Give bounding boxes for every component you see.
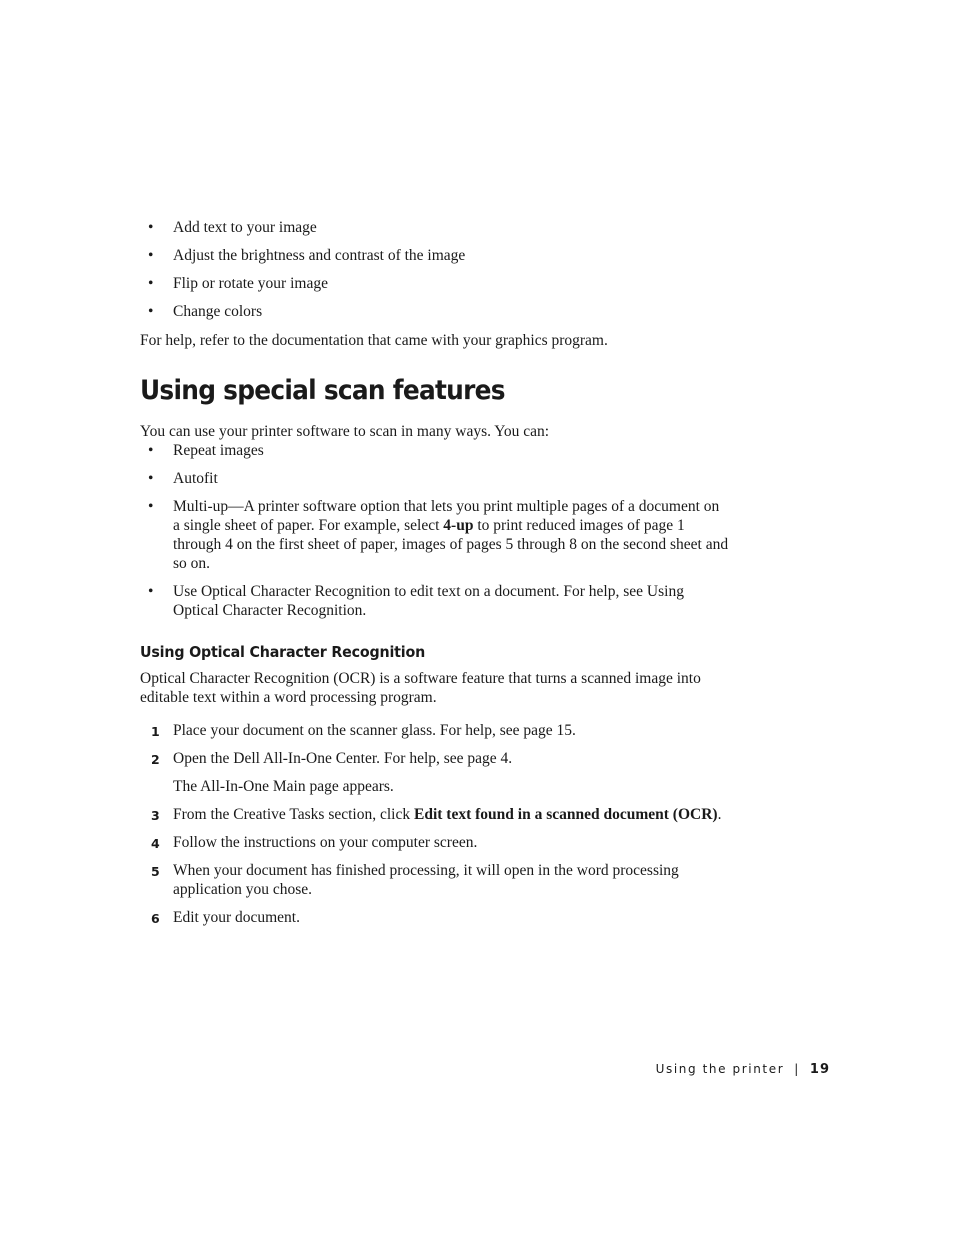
- step-number: 6: [151, 911, 160, 926]
- step-item: [140, 805, 730, 824]
- list-item: • Flip or rotate your image: [140, 274, 730, 293]
- ocr-steps-continued: [140, 805, 730, 927]
- image-edit-list: [140, 218, 730, 321]
- step-text: .: [717, 806, 722, 823]
- page-footer: [656, 1062, 830, 1077]
- list-item: • Repeat images: [140, 441, 730, 460]
- list-item: • Use Optical Character Recognition to edit text on a document. For help, see Using Optical Character Recognition.: [140, 582, 730, 620]
- step-number: 1: [151, 724, 160, 739]
- step-number: 5: [151, 864, 160, 879]
- step-item: [140, 721, 730, 740]
- step-bold-text: Edit text found in a scanned document (OCR): [413, 806, 718, 823]
- item-text: Multi-up—A printer software option that lets you print multiple pages of a document on a single sheet of paper. For example, select: [173, 498, 720, 534]
- list-item: • Adjust the brightness and contrast of the image: [140, 246, 730, 265]
- step-number: 3: [151, 808, 160, 823]
- list-item: • Change colors: [140, 302, 730, 321]
- footer-separator: |: [794, 1062, 800, 1076]
- scan-features-list: [140, 441, 730, 620]
- item-bold-text: 4-up: [443, 517, 474, 534]
- subsection-heading: Using Optical Character Recognition: [140, 643, 426, 661]
- page-number: 19: [809, 1062, 830, 1077]
- page-content: [140, 218, 730, 936]
- section-intro: You can use your printer software to scan in many ways. You can:: [140, 423, 550, 440]
- step-text: Edit your document.: [173, 909, 300, 926]
- step-item: [140, 833, 730, 852]
- step-text: When your document has finished processing, it will open in the word processing application you chose.: [173, 862, 679, 898]
- help-paragraph: For help, refer to the documentation that came with your graphics program.: [140, 332, 608, 349]
- list-item: [140, 497, 730, 573]
- section-heading: Using special scan features: [140, 375, 505, 406]
- item-text: to print reduced images of page 1 through 4 on the first sheet of paper, images of pages 5 through 8 on the second sheet and so on.: [173, 517, 729, 572]
- step-item: [140, 908, 730, 927]
- ocr-steps: [140, 721, 730, 768]
- step-text: From the Creative Tasks section, click: [173, 806, 414, 823]
- step-text: Follow the instructions on your computer screen.: [173, 834, 478, 851]
- step-number: 2: [151, 752, 160, 767]
- list-item: • Add text to your image: [140, 218, 730, 237]
- step-text: Open the Dell All-In-One Center. For help, see page 4.: [173, 750, 513, 767]
- step-text: Place your document on the scanner glass. For help, see page 15.: [173, 722, 576, 739]
- step-number: 4: [151, 836, 160, 851]
- ocr-intro: Optical Character Recognition (OCR) is a software feature that turns a scanned image into editable text within a word processing program.: [140, 670, 701, 706]
- footer-chapter: Using the printer: [655, 1062, 785, 1076]
- step-item: [140, 749, 730, 768]
- step-result: The All-In-One Main page appears.: [173, 778, 394, 795]
- list-item: • Autofit: [140, 469, 730, 488]
- step-item: [140, 861, 730, 899]
